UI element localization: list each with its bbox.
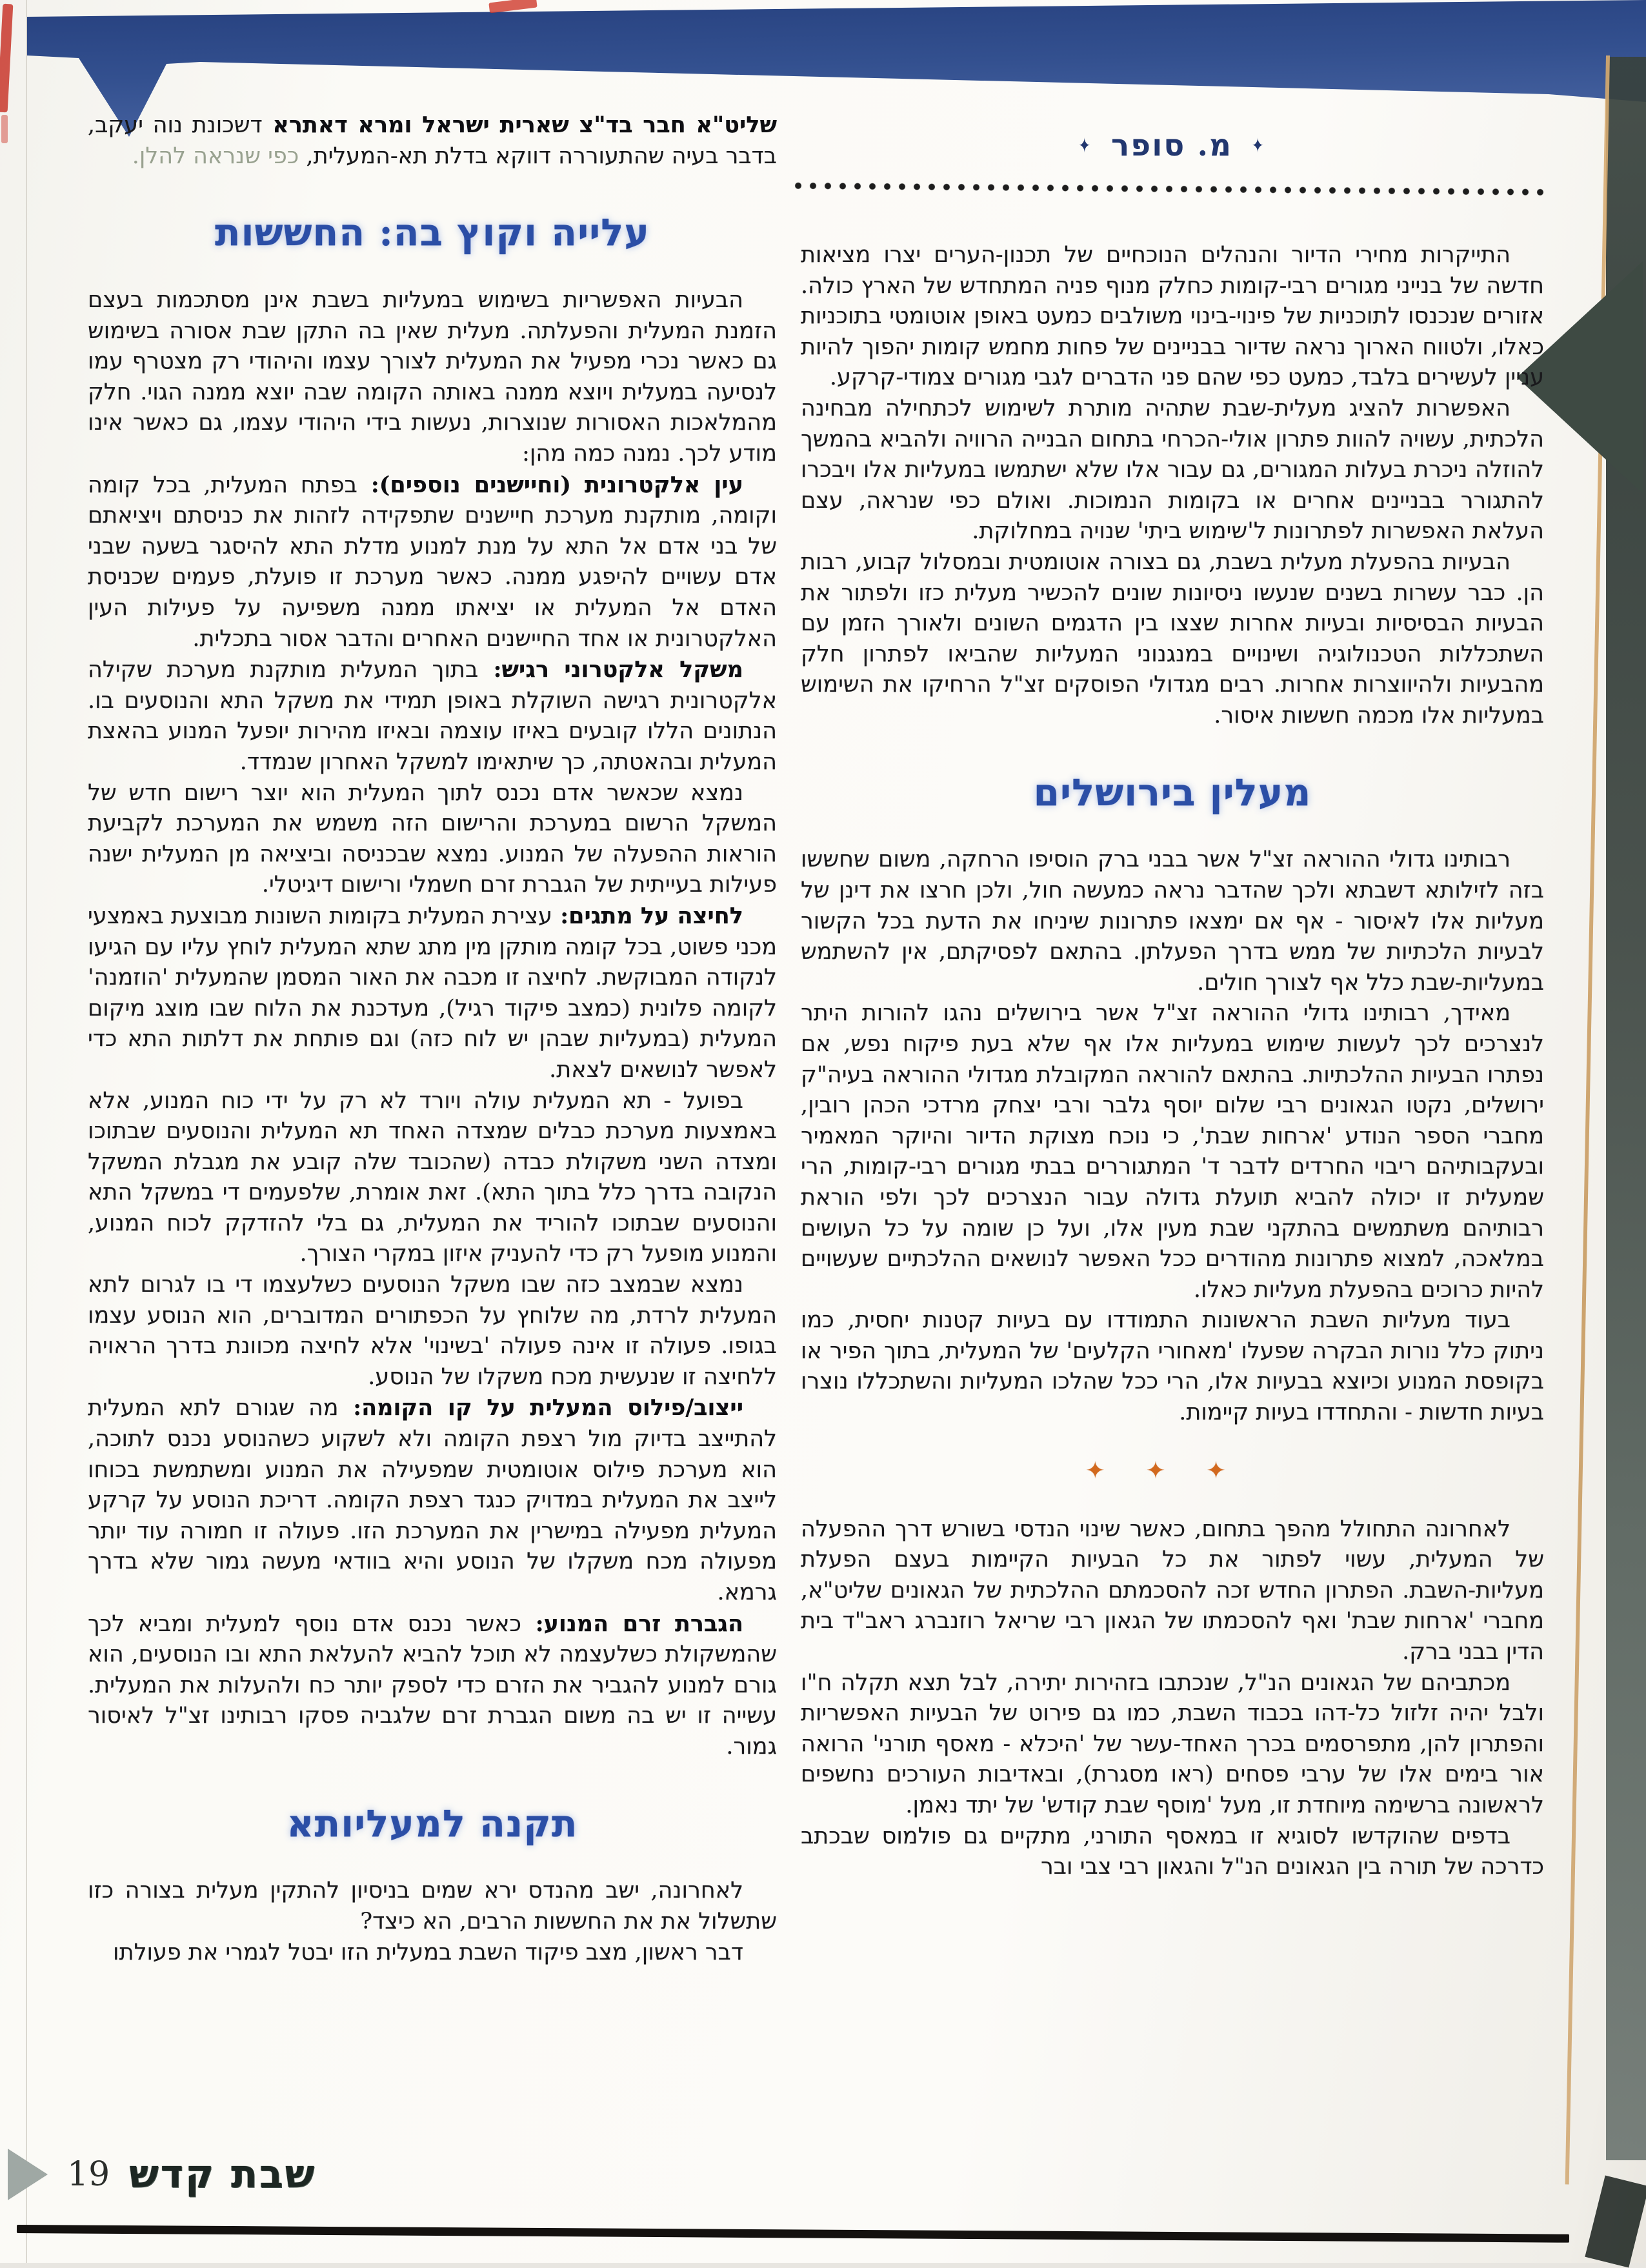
section-heading: מעלין בירושלים — [1033, 770, 1312, 814]
article-author-header — [798, 128, 1545, 163]
paragraph: התייקרות מחירי הדיור והנהלים הנוכחיים של תכנון-הערים יצרו מציאות חדשה של בנייני מגורים רבי-קומות כחלק מנוף פניה המתחדש של הארץ כולה. אזורים שנכנסו לתוכניות של פינוי-בינוי משולבים כמעט באופן אוטומטי בתוכניות כאלו, ולטווח הארוך נראה שדיור בבניינים של פחות מחמש קומות יהפוך להיות עניין לעשירים בלבד, כמעט כפי שהם פני הדברים לגבי מגורים צמודי-קרקע. — [801, 242, 1544, 391]
arrow-right-icon — [8, 2149, 48, 2200]
section-heading: עלייה וקוץ בה: החששות — [215, 210, 650, 255]
paragraph: דבר ראשון, מצב פיקוד השבת במעלית הזו יבטל לגמרי את פעולתו — [113, 1939, 743, 1965]
paragraph: הבעיות האפשריות בשימוש במעליות בשבת אינן מסתכמות בעצם הזמנת המעלית והפעלתה. מעלית שאין בה התקן שבת אסורה בשימוש גם כאשר נכרי מפעיל את המעלית לצורך עצמו והיהודי רק מצטרף עמו לנסיעה במעלית ויוצא ממנה באותה הקומה שבה יוצא ממנה הגוי. חלק מהמלאכות האסורות שנוצרות, נעשות בידי היהודי עצמו, גם כאשר אינו מודע לכך. נמנה כמה מהן: — [88, 287, 777, 467]
paragraph: משקל אלקטרוני רגיש: בתוך המעלית מותקנת מערכת שקילה אלקטרונית רגישה השוקלת באופן תמידי את משקל התא והנוסעים בו. הנתונים הללו קובעים באיזו עוצמה ובאיזו מהירות יופעל המנוע בהאצת המעלית ובהאטתה, כך שיתאימו למשקל האחרון שנמדד. — [88, 656, 777, 775]
red-scan-mark — [1, 115, 8, 143]
diamond-divider: ✦ ✦ ✦ — [1085, 1457, 1243, 1484]
paragraph-lead: ייצוב/פילוס המעלית על קו הקומה: — [338, 1394, 743, 1421]
paragraph: בעוד מעליות השבת הראשונות התמודדו עם בעיות קטנות יחסית, כמו ניתוק כלל נורות הבקרה שפעלו 'מאחורי הקלעים' של המעלית, בתוך הפיר או בקופסת המנוע וכיוצא בבעיות אלו, הרי ככל שהלכו המעליות והשתכללו נוצרו בעיות חדשות - והתחדדו בעיות קיימות. — [801, 1307, 1544, 1426]
paragraph-lead: עין אלקטרונית (וחיישנים נוספים): — [357, 471, 744, 498]
paragraph-lead: שליט"א חבר בד"צ שארית ישראל ומרא דאתרא — [262, 112, 777, 138]
paragraph: הגברת זרם המנוע: כאשר נכנס אדם נוסף למעלית ומביא לכך שהמשקולת כשלעצמה לא תוכל להביא להעלאת התא ובו הנוסעים, הוא גורם למנוע להגביר את הזרם כדי לספק יותר כח ולהעלות את המעלית. עשייה זו יש בה משום הגברת זרם שלגביה פסקו רבותינו זצ"ל לאיסור גמור. — [88, 1610, 777, 1760]
paragraph: לאחרונה, ישב מהנדס ירא שמים בניסיון להתקין מעלית בצורה כזו שתשלול את את החששות הרבים, הא כיצד? — [88, 1878, 777, 1935]
paragraph-lead: משקל אלקטרוני רגיש: — [478, 656, 744, 683]
faded-text: כפי שנראה להלן. — [132, 143, 306, 169]
bottom-edge-line — [17, 2225, 1569, 2243]
paragraph: נמצא שכאשר אדם נכנס לתוך המעלית הוא יוצר רישום חדש של המשקל הרשום במערכת והרישום הזה משמש את המערכת לקביעת הוראות ההפעלה של המנוע. נמצא שבכניסה וביציאה מן המעלית ישנה פעילות בעייתית של הגברת זרם חשמלי ורישום דיגיטלי. — [88, 779, 777, 898]
column-left — [88, 110, 777, 1968]
author-name: מ. סופר — [1110, 128, 1233, 163]
paragraph: רבותינו גדולי ההוראה זצ"ל אשר בבני ברק הוסיפו הרחקה, משום שחששו בזה לזילותא דשבתא ולכך שהדבר נראה כמעשה חול, ולכן חרצו את דינן של מעליות אלו לאיסור - אף אם ימצאו פתרונות שיניחו את הדעת בכל הקשור לבעיות הלכתיות של ממש בדרך הפעלתן. בהתאם לפסיקתם, אין להשתמש במעליות-שבת כלל אף לצורך חולים. — [801, 847, 1544, 996]
paragraph: הבעיות בהפעלת מעלית בשבת, גם בצורה אוטומטית ובמסלול קבוע, רבות הן. כבר עשרות בשנים שנעשו ניסיונות שונים להכשיר מעלית כזו ולפתור את הבעיות הבסיסיות ובעיות אחרות שצצו בין הדגמים השונים ולאורך הזמן עם השתכללות הטכנולוגיה ושינויים במנגנוני המעליות שהביאו לפתרון חלק מהבעיות ולהיווצרות אחרות. רבים מגדולי הפוסקים זצ"ל הרחיקו את השימוש במעליות אלו מכמה חששות איסור. — [801, 548, 1544, 728]
paragraph: לאחרונה התחולל מהפך בתחום, כאשר שינוי הנדסי בשורש דרך ההפעלה של המעלית, עשוי לפתור את כל הבעיות הקיימות בעצם הפעלת מעליות-השבת. הפתרון החדש זכה להסכמתם ההלכתית של הגאונים שליט"א, מחברי 'ארחות שבת' ואף להסכמתו של הגאון רבי שריאל רוזנברג ראב"ד בית הדין בבני ברק. — [801, 1516, 1544, 1665]
magazine-logo: שבת קדש — [129, 2152, 317, 2197]
spine-bottom-wedge — [1585, 2175, 1646, 2267]
paragraph: בדפים שהוקדשו לסוגיא זו במאסף התורני, מתקיים גם פולמוס שבכתב כדרכה של תורה בין הגאונים הנ"ל והגאון רבי צבי ובר — [801, 1823, 1544, 1880]
page-fold-line — [26, 0, 27, 2263]
diamond-icon: ✦ — [1252, 134, 1265, 157]
paragraph: מכתביהם של הגאונים הנ"ל, שנכתבו בזהירות יתירה, לבל תצא תקלה ח"ו ולבל יהיה זלזול כל-דהו בכבוד השבת, כמו גם פירוט של הבעיות האפשריות והפתרון להן, מתפרסמים בכרך האחד-עשר של 'היכלא - מאסף תורני' הרואה אור בימים אלו של ערבי פסחים (ראו מסגרת), ובאדיבות העורכים נחשפים לראשונה ברשימה מיוחדת זו, מעל 'מוסף שבת קודש' של יתד נאמן. — [801, 1669, 1545, 1818]
paragraph: ייצוב/פילוס המעלית על קו הקומה: מה שגורם לתא המעלית להתייצב בדיוק מול רצפת הקומה ולא לשקוע כשהנוסע נכנס לתוכה, הוא מערכת פילוס אוטומטית שמפעילה את המנוע ומשתמשת בכוחו לייצב את המעלית במדויק כנגד רצפת הקומה. דריכת הנוסע על קרקע המעלית מפעילה במישרין את המערכת הזו. פעולה זו חמורה עוד יותר מפעולה מכח משקלו של הנוסע והיא בוודאי מעשה גמור שלא בדרך גרמא. — [88, 1394, 777, 1605]
paragraph: בפועל - תא המעלית עולה ויורד לא רק על ידי כוח המנוע, אלא באמצעות מערכת כבלים שמצדה האחד תא המעלית והנוסעים שבתוכו ומצדה השני משקולת כבדה (שהכובד שלה קובע את מגבלת המשקל הנקובה בדרך כלל בתוך התא). זאת אומרת, שלפעמים די במשקל התא והנוסעים שבתוכו להוריד את המעלית, גם בלי להזדקק לכוח המנוע, והמנוע מופעל רק כדי להעניק איזון במקרי הצורך. — [88, 1087, 777, 1267]
paragraph: מאידך, רבותינו גדולי ההוראה זצ"ל אשר בירושלים נהגו להורות היתר לנצרכים לכך לעשות שימוש במעליות אלו אף שלא בעת פיקוח נפש, אם נפתרו הבעיות ההלכתיות. בהתאם להוראה המקובלת מגדולי ההוראה בעיה"ק ירושלים, נקטו הגאונים רבי שלום יוסף גלבר ורבי יצחק מרדכי הכהן רובין, מחברי הספר הנודע 'ארחות שבת', כי נוכח מצוקת הדיור והיוקר המאמיר ובעקבותיהם ריבוי החרדים לדבר ד' המתגוררים בבתי מגורים רבי-קומות, הרי שמעלית זו יכולה להביא תועלת גדולה עבור הנצרכים לכך ולפי הוראת רבותיהם משתמשים בהתקני שבת מעין אלו, ועל כן שומה על כל העושים במלאכה, למצוא פתרונות מהודרים ככל האפשר לנושאים ההלכתיים שעשויים להיות כרוכים בהפעלת מעליות כאלו. — [801, 1000, 1544, 1303]
section-heading: תקנה למעליותא — [286, 1801, 578, 1845]
paragraph-lead: לחיצה על מתגים: — [552, 902, 743, 929]
footer — [8, 2143, 316, 2205]
paragraph: נמצא שבמצב כזה שבו משקל הנוסעים כשלעצמו די בו לגרום לתא המעלית לרדת, מה שלוחץ על הכפתורים המדוברים, הוא הנוסע עצמו בגופו. פעולה זו אינה פעולה 'בשינוי' אלא לחיצה מכוונת בדרך הראויה ללחיצה זו שנעשית מכח משקלו של הנוסע. — [88, 1272, 777, 1390]
column-right — [801, 240, 1544, 1883]
paragraph: לחיצה על מתגים: עצירת המעלית בקומות השונות מבוצעת באמצעי מכני פשוט, בכל קומה מותקן מין מתג שתא המעלית לוחץ עליו עם הגיעו לנקודה המבוקשת. לחיצה זו מכבה את האור המסמן שהמעלית 'הוזמנה' לקומה פלונית (כמצב פיקוד רגיל), מעדכנת את הלוח שבו מוצג מיקום המעלית (במעליות שבהן יש לוח כזה) וגם פותחת את דלתות התא כדי לאפשר לנושאים לצאת. — [88, 902, 777, 1083]
paragraph: עין אלקטרונית (וחיישנים נוספים): בפתח המעלית, בכל קומה וקומה, מותקנת מערכת חיישנים שתפקידה לזהות את כניסתם ויציאתם של בני אדם אל התא על מנת למנוע מדלת התא להיסגר בשעה שבני אדם עשויים להיפגע ממנה. כאשר מערכת זו פועלת, פעמים שכניסת האדם אל המעלית או יציאתו ממנה משפיעה על פעילות העין האלקטרונית או אחד החיישנים האחרים והדבר אסור בתכלית. — [88, 471, 777, 652]
paragraph-lead: הגברת זרם המנוע: — [521, 1610, 743, 1637]
paragraph: האפשרות להציג מעלית-שבת שתהיה מותרת לשימוש לכתחילה מבחינה הלכתית, עשויה להוות פתרון אולי-הכרחי בתחום הבנייה הרוויה ולהביא בהמשך להוזלה ניכרת בעלות המגורים, גם עבור אלו שלא ישתמשו במעליות אלו ויבכרו להתגורר בבניינים אחרים או בקומות הנמוכות. ואולם כפי שנראה, עצם העלאת האפשרות לפתרונות ל'שימוש ביתי' שנויה במחלוקת. — [801, 395, 1544, 545]
paragraph: שליט"א חבר בד"צ שארית ישראל ומרא דאתרא דשכונת נוה יעקב, בדבר בעיה שהתעוררה דווקא בדלת תא-המעלית, כפי שנראה להלן. — [88, 112, 777, 169]
diamond-icon: ✦ — [1078, 134, 1092, 157]
page-number: 19 — [67, 2155, 110, 2194]
